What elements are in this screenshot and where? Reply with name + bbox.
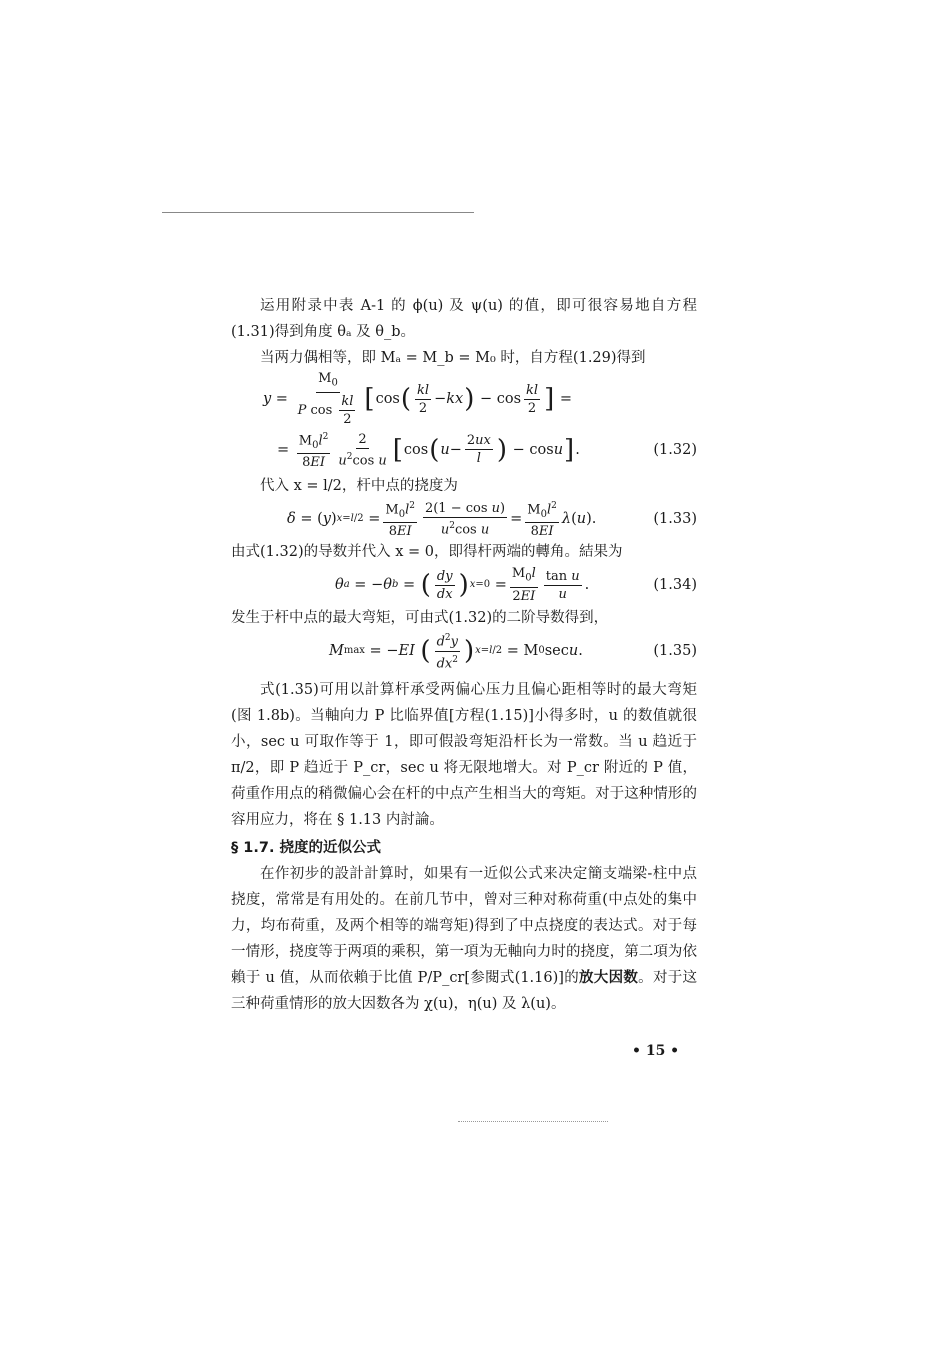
paragraph-7 xyxy=(231,861,697,1017)
paragraph-7-text-a: 在作初步的設計計算时，如果有一近似公式来决定簡支端梁-柱中点挠度，常常是有用处的。在前几节中，曾对三种对称荷重(中点处的集中力，均布荷重，及两个相等的端弯矩)得到了中点挠度的表达式。对于每一情形，挠度等于两項的乘积，第一項为无軸向力时的挠度，第二項为依賴于 u 值，从而依賴于比值 P/P_cr[参閱式(1.16)]的 xyxy=(231,866,697,986)
equation-number-1-34: (1.34) xyxy=(653,577,697,593)
paragraph-6: 式(1.35)可用以計算杆承受两偏心压力且偏心距相等时的最大弯矩(图 1.8b)。当軸向力 P 比临界值[方程(1.15)]小得多时，u 的数值就很小，sec u 可取作等于 1，即可假設弯矩沿杆长为一常数。当 u 趋近于 π/2，即 P 趋近于 P_cr，sec u 将无限地增大。对 P_cr 附近的 P 值，荷重作用点的稍微偏心会在杆的中点产生相当大的弯矩。对于这种情形的容用应力，将在 § 1.13 内討論。 xyxy=(231,682,697,828)
paragraph-7-text-b: 。对于这三种荷重情形的放大因数各为 χ(u)，η(u) 及 λ(u)。 xyxy=(231,970,698,1012)
paragraph-3: 代入 x = l/2，杆中点的挠度为 xyxy=(260,478,458,494)
bottom-scan-mark xyxy=(458,1121,608,1122)
equation-1-33: δ = ( y ) x=l/2 = $\frac{M_0l^2}{8EI}$ $\frac{\text{2(1 − cos u)}}{u^2\cos u}$ = $\frac{M_0l^2}{8EI}$ λ ( u ). (1.33) xyxy=(287,500,697,540)
magnification-factor-term: 放大因数 xyxy=(579,970,639,986)
top-rule xyxy=(162,212,474,213)
page-number: • 15 • xyxy=(632,1043,680,1059)
equation-number-1-35: (1.35) xyxy=(653,643,697,659)
paragraph-5: 发生于杆中点的最大弯矩，可由式(1.32)的二阶导数得到， xyxy=(231,610,609,626)
equation-1-32-line-1: y = $M_0$ P cos $\frac{kl}{2}$ [ cos ( $\frac{kl}{2}$ − kx ) − cos $\frac{kl}{2}$ ] = xyxy=(263,371,572,427)
section-heading: § 1.7. 挠度的近似公式 xyxy=(231,840,382,856)
equation-1-32-line-2: = $\frac{M_0l^2}{8EI}$ $\frac{2}{u^2\cos u}$ [ cos ( u − $\frac{2ux}{l}$ ) − cos u ] . (1.32) xyxy=(277,431,697,471)
paragraph-4: 由式(1.32)的导数并代入 x = 0，即得杆两端的轉角。結果为 xyxy=(231,544,623,560)
equation-1-35: M max = − EI ( $\frac{d^2y}{dx^2}$ ) x=l/2 = M 0 sec u . (1.35) xyxy=(329,633,697,671)
page-body xyxy=(231,293,697,1017)
paragraph-1: 运用附录中表 A-1 的 ϕ(u) 及 ψ(u) 的值，即可很容易地自方程(1.31)得到角度 θₐ 及 θ_b。 xyxy=(231,298,697,340)
equation-1-34: θ a = − θ b = ( $\frac{dy}{dx}$ ) x=0 = $\frac{M_0l}{2EI}$ $\frac{\text{tan u}}{u}$ . (1.34) xyxy=(335,566,697,604)
equation-number-1-33: (1.33) xyxy=(653,511,697,527)
paragraph-2: 当两力偶相等，即 Mₐ = M_b = M₀ 时，自方程(1.29)得到 xyxy=(260,350,646,366)
equation-number-1-32: (1.32) xyxy=(653,442,697,458)
